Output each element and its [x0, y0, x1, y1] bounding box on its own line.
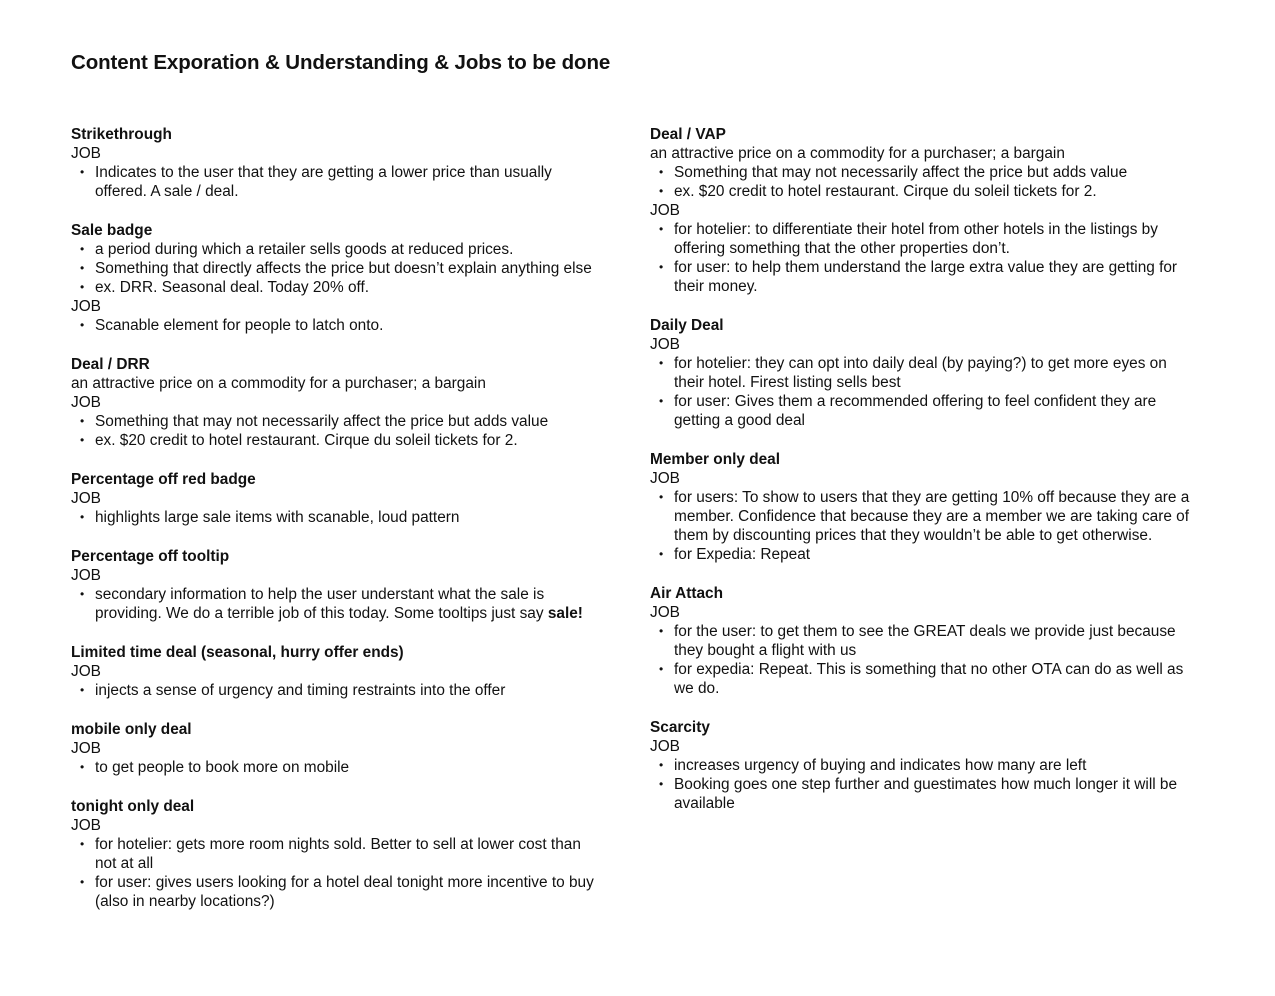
description-list	[71, 240, 601, 297]
job-label: JOB	[650, 470, 680, 487]
job-label: JOB	[71, 298, 101, 315]
left-column	[71, 125, 601, 931]
section-heading: Air Attach	[650, 585, 723, 602]
list-item: • ex. $20 credit to hotel restaurant. Cirque du soleil tickets for 2.	[71, 431, 601, 450]
job-list	[650, 622, 1190, 698]
section-sale-badge	[71, 221, 601, 335]
job-label: JOB	[650, 738, 680, 755]
section-heading: Member only deal	[650, 451, 781, 468]
section-heading: Daily Deal	[650, 317, 724, 334]
list-item: • highlights large sale items with scanable, loud pattern	[71, 508, 601, 527]
section-scarcity	[650, 718, 1190, 813]
section-deal-drr	[71, 355, 601, 450]
list-item: • increases urgency of buying and indicates how many are left	[650, 756, 1190, 775]
job-label: JOB	[650, 202, 680, 219]
job-label: JOB	[650, 336, 680, 353]
list-item: • for the user: to get them to see the GREAT deals we provide just because they bought a flight with us	[650, 622, 1190, 660]
job-list	[650, 488, 1190, 564]
section-description: an attractive price on a commodity for a purchaser; a bargain	[71, 375, 486, 392]
section-limited-time-deal	[71, 643, 601, 700]
section-description: an attractive price on a commodity for a purchaser; a bargain	[650, 145, 1065, 162]
section-heading: Deal / VAP	[650, 126, 726, 143]
list-item: • Booking goes one step further and guestimates how much longer it will be available	[650, 775, 1190, 813]
list-item: • Something that may not necessarily affect the price but adds value	[71, 412, 601, 431]
job-label: JOB	[71, 663, 101, 680]
job-list	[71, 758, 601, 777]
list-item: • ex. $20 credit to hotel restaurant. Cirque du soleil tickets for 2.	[650, 182, 1190, 201]
list-item: • Scanable element for people to latch onto.	[71, 316, 601, 335]
section-member-only-deal	[650, 450, 1190, 564]
job-list	[71, 163, 601, 201]
section-deal-vap	[650, 125, 1190, 296]
right-column	[650, 125, 1190, 833]
section-heading: Limited time deal (seasonal, hurry offer ends)	[71, 644, 404, 661]
job-list	[71, 585, 601, 623]
section-mobile-only-deal	[71, 720, 601, 777]
section-heading: Sale badge	[71, 222, 153, 239]
list-item: • for hotelier: gets more room nights sold. Better to sell at lower cost than not at all	[71, 835, 601, 873]
section-heading: Deal / DRR	[71, 356, 150, 373]
list-item: • Something that may not necessarily affect the price but adds value	[650, 163, 1190, 182]
list-item: • to get people to book more on mobile	[71, 758, 601, 777]
job-label: JOB	[71, 567, 101, 584]
section-strikethrough	[71, 125, 601, 201]
section-daily-deal	[650, 316, 1190, 430]
job-label: JOB	[71, 394, 101, 411]
job-list	[71, 835, 601, 911]
job-list	[650, 354, 1190, 430]
list-item: • Indicates to the user that they are getting a lower price than usually offered. A sale / deal.	[71, 163, 601, 201]
list-item: • for expedia: Repeat. This is something that no other OTA can do as well as we do.	[650, 660, 1190, 698]
job-list	[650, 220, 1190, 296]
job-list	[71, 681, 601, 700]
job-label: JOB	[650, 604, 680, 621]
section-heading: Percentage off tooltip	[71, 548, 230, 565]
list-item: • for user: Gives them a recommended offering to feel confident they are getting a good deal	[650, 392, 1190, 430]
list-item	[71, 585, 601, 623]
section-tonight-only-deal	[71, 797, 601, 911]
job-list	[71, 508, 601, 527]
section-heading: mobile only deal	[71, 721, 192, 738]
list-item: • injects a sense of urgency and timing restraints into the offer	[71, 681, 601, 700]
job-list	[71, 316, 601, 335]
job-list	[71, 412, 601, 450]
list-item: • Something that directly affects the price but doesn’t explain anything else	[71, 259, 601, 278]
page-title: Content Exporation & Understanding & Jobs to be done	[71, 51, 611, 74]
section-percentage-off-tooltip	[71, 547, 601, 623]
list-item-text: secondary information to help the user understant what the sale is providing. We do a terrible job of this today. Some tooltips just say	[95, 586, 545, 622]
list-item: • a period during which a retailer sells goods at reduced prices.	[71, 240, 601, 259]
list-item: • for Expedia: Repeat	[650, 545, 1190, 564]
list-item: • for users: To show to users that they are getting 10% off because they are a member. Confidence that because they are a member we are taking care of them by discounting prices that they wouldn’t be able to get otherwise.	[650, 488, 1190, 545]
list-item: • for hotelier: they can opt into daily deal (by paying?) to get more eyes on their hotel. Firest listing sells best	[650, 354, 1190, 392]
bold-text: sale!	[547, 605, 583, 622]
list-item: • for user: to help them understand the large extra value they are getting for their money.	[650, 258, 1190, 296]
section-heading: Scarcity	[650, 719, 710, 736]
section-heading: tonight only deal	[71, 798, 195, 815]
job-list	[650, 756, 1190, 813]
section-percentage-off-red-badge	[71, 470, 601, 527]
job-label: JOB	[71, 817, 101, 834]
description-list	[650, 163, 1190, 201]
list-item: • for user: gives users looking for a hotel deal tonight more incentive to buy (also in nearby locations?)	[71, 873, 601, 911]
job-label: JOB	[71, 490, 101, 507]
section-air-attach	[650, 584, 1190, 698]
section-heading: Percentage off red badge	[71, 471, 256, 488]
section-heading: Strikethrough	[71, 126, 172, 143]
list-item: • ex. DRR. Seasonal deal. Today 20% off.	[71, 278, 601, 297]
job-label: JOB	[71, 740, 101, 757]
list-item: • for hotelier: to differentiate their hotel from other hotels in the listings by offering something that the other properties don’t.	[650, 220, 1190, 258]
job-label: JOB	[71, 145, 101, 162]
